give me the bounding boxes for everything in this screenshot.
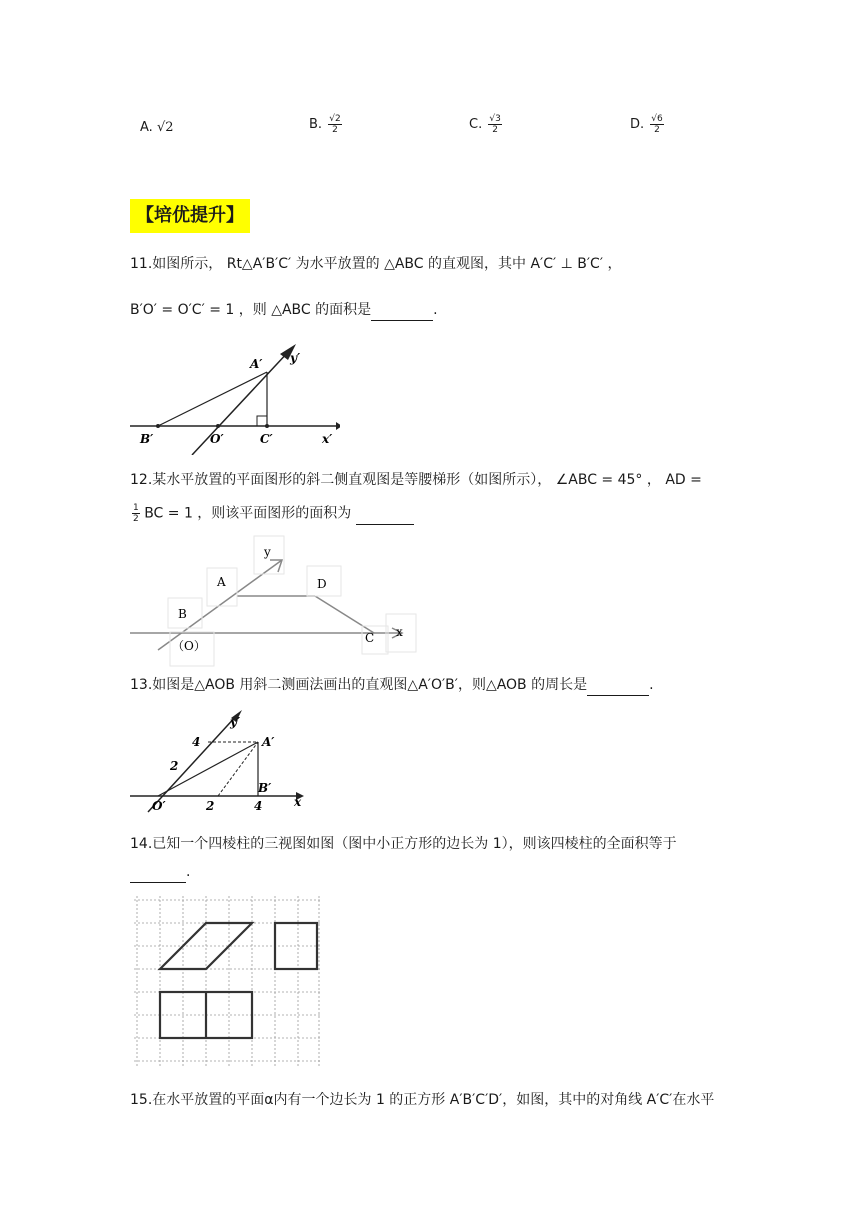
question-15-line-1: 15.在水平放置的平面α内有一个边长为 1 的正方形 A′B′C′D′，如图，其中的对角线 A′C′在水平 — [130, 1092, 715, 1108]
option-d — [630, 114, 664, 135]
fraction-denominator: 2 — [133, 514, 139, 524]
figure-14-three-views — [130, 892, 325, 1072]
option-letter: C. — [469, 117, 483, 132]
question-12-line-2 — [130, 503, 414, 525]
fraction-numerator: 1 — [133, 503, 139, 513]
question-14-line-1: 14.已知一个四棱柱的三视图如图（图中小正方形的边长为 1），则该四棱柱的全面积等于 — [130, 836, 677, 852]
label-c: C′ — [260, 432, 273, 446]
label-b: B′ — [140, 432, 154, 446]
option-a — [140, 118, 174, 138]
question-12-line-1: 12.某水平放置的平面图形的斜二侧直观图是等腰梯形（如图所示）， ∠ABC = 45° ， AD = — [130, 472, 702, 488]
answer-blank — [587, 675, 649, 696]
label-b: B — [178, 607, 187, 621]
figure-12 — [130, 532, 420, 670]
question-14-line-2 — [130, 862, 190, 883]
option-c — [469, 114, 502, 135]
fraction-denominator: 2 — [654, 125, 660, 135]
label-y: y — [264, 545, 271, 559]
question-11-text: B′O′ = O′C′ = 1 ，则 △ABC 的面积是 — [130, 302, 372, 318]
answer-blank — [130, 862, 186, 883]
label-c: C — [365, 631, 375, 645]
figure-13 — [130, 706, 310, 824]
option-letter: B. — [309, 117, 323, 132]
fraction-denominator: 2 — [492, 125, 498, 135]
figure-11 — [130, 340, 340, 455]
label-a: A — [217, 575, 226, 589]
question-13-text: 13.如图是△AOB 用斜二测画法画出的直观图△A′O′B′，则△AOB 的周长是 — [130, 677, 588, 693]
label-2-x: 2 — [206, 799, 215, 813]
label-a: A′ — [262, 735, 275, 749]
label-o: O′ — [210, 432, 224, 446]
label-a: A′ — [250, 357, 263, 371]
label-d: D — [317, 577, 327, 591]
period: . — [186, 864, 191, 880]
fraction-numerator: √2 — [329, 114, 341, 124]
label-x: x′ — [322, 432, 333, 446]
label-o: O′ — [152, 799, 166, 813]
option-letter: D. — [630, 117, 645, 132]
option-letter: A. — [140, 120, 153, 135]
label-x: x — [396, 625, 403, 639]
section-title: 【培优提升】 — [130, 199, 250, 233]
question-13 — [130, 675, 654, 696]
option-b — [309, 114, 342, 135]
label-4-y: 4 — [192, 735, 201, 749]
option-value: √2 — [156, 120, 174, 135]
label-4-x: 4 — [254, 799, 263, 813]
label-y: y′ — [230, 715, 241, 729]
label-o: （O） — [172, 639, 206, 653]
answer-blank — [356, 504, 414, 525]
question-12-text: BC = 1 ，则该平面图形的面积为 — [144, 505, 352, 522]
fraction-numerator: √6 — [651, 114, 663, 124]
answer-blank — [371, 300, 433, 321]
question-11-line-2 — [130, 300, 438, 321]
label-x: x — [294, 795, 302, 809]
fraction-numerator: √3 — [489, 114, 501, 124]
period: . — [649, 677, 654, 693]
fraction-denominator: 2 — [332, 125, 338, 135]
label-y: y′ — [290, 351, 301, 365]
period: . — [433, 302, 438, 318]
label-2-y: 2 — [170, 759, 179, 773]
question-11-line-1: 11.如图所示， Rt△A′B′C′ 为水平放置的 △ABC 的直观图，其中 A′C′ ⊥ B′C′ ， — [130, 256, 622, 272]
label-b: B′ — [258, 781, 272, 795]
